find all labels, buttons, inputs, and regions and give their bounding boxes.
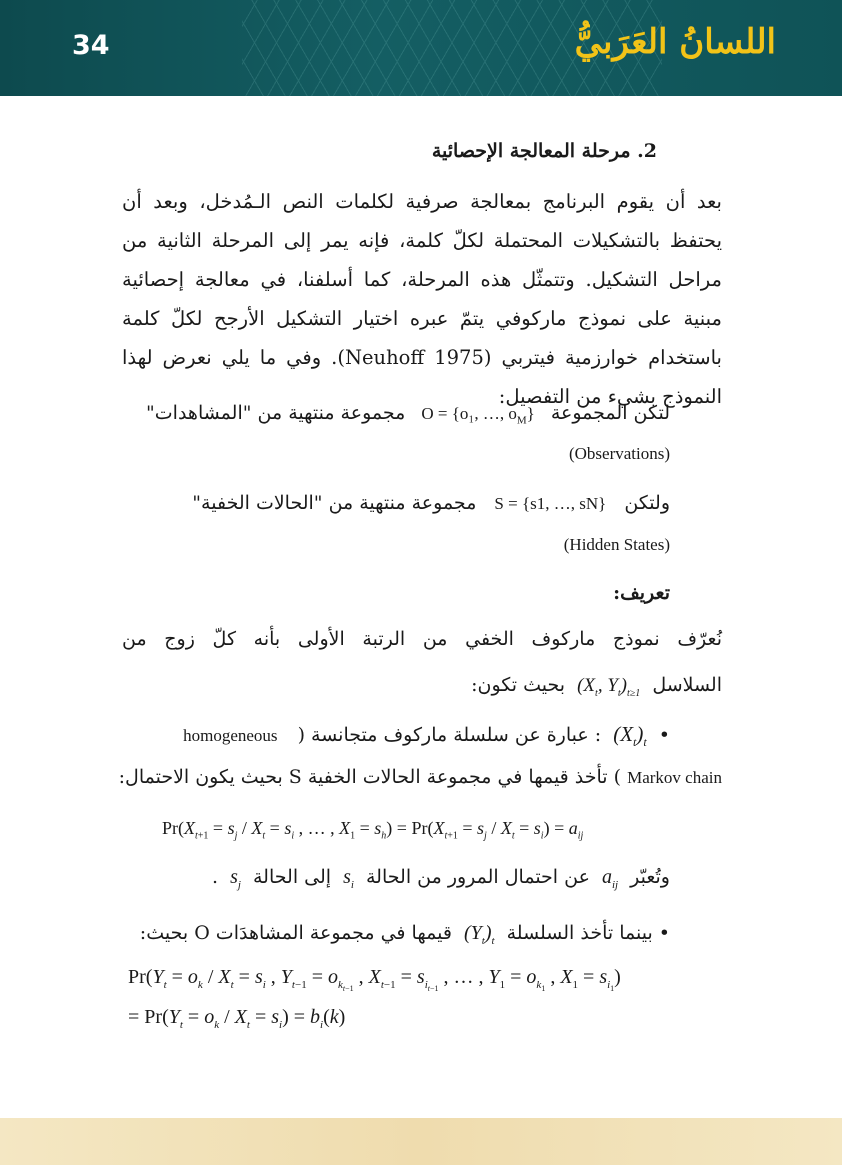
s-i: $s_i$ [343, 866, 354, 891]
states-line [192, 492, 670, 514]
markov-chain-term: Markov chain [627, 768, 722, 787]
transition-line: وتُعبّر $a_{ij}$ عن احتمال المرور من الحالة $s_i$ إلى الحالة $s_j$ . [212, 866, 670, 891]
a-ij: $a_{ij}$ [601, 866, 619, 891]
definition-line-2: السلاسل ($X_t$, $Y_t)_{t\ge 1}$ بحيث تكون: [471, 674, 722, 699]
observations-prefix: لتكن المجموعة [550, 402, 670, 424]
formula-emission-line-1: $Pr(Y_t = o_k / X_t = s_i$ , $Y_{t-1} = o_{k_{t-1}}$ , $X_{t-1} = s_{i_{t-1}}$ , … , $Y_1 = o_{k_1}$ , $X_1 = s_{i_1}$) [128, 966, 621, 994]
page-header [0, 0, 842, 96]
homogeneous-term: homogeneous [183, 726, 278, 745]
intro-paragraph: بعد أن يقوم البرنامج بمعالجة صرفية لكلمات النص الـمُدخل، وبعد أن يحتفظ بالتشكيلات المحتملة لكلّ كلمة، فإنه يمر إلى المرحلة الثانية من مراحل التشكيل. وتتمثّل هذه المرحلة، كما أسلفنا، في معالجة إحصائية مبنية على نموذج ماركوفي يتمّ عبره اختيار التشكيل الأرجح لكلّ كلمة باستخدام خوارزمية فيتربي (Neuhoff 1975). وفي ما يلي نعرض لهذا النموذج بشيء من التفصيل: [122, 190, 722, 408]
bullet-1-line-1: • $(X_t)_t$ : عبارة عن سلسلة ماركوف متجانسة ( homogeneous [183, 722, 670, 750]
states-suffix: مجموعة منتهية من "الحالات الخفية" [192, 492, 477, 514]
bullet-dot: • [658, 724, 670, 746]
section-heading: 2. مرحلة المعالجة الإحصائية [431, 140, 657, 162]
formula-emission-line-2: = $Pr(Y_t = o_k / X_t = s_i) = b_i(k)$ [128, 1006, 346, 1031]
page-number: 34 [72, 30, 110, 61]
states-english: (Hidden States) [563, 535, 670, 554]
states-set: S = {s1, …, sN} [494, 494, 607, 513]
observations-suffix: مجموعة منتهية من "المشاهدات" [146, 402, 406, 424]
observations-english: (Observations) [568, 444, 670, 463]
definition-line-1: نُعرّف نموذج ماركوف الخفي من الرتبة الأولى بأنه كلّ زوج من [122, 628, 722, 650]
bullet-1-line-2: Markov chain ) تأخذ قيمها في مجموعة الحالات الخفية S بحيث يكون الاحتمال: [118, 766, 722, 788]
definition-pair: ($X_t$, $Y_t)_{t\ge 1}$ [577, 675, 641, 699]
journal-logo: اللسانُ العَرَبيُّ [574, 22, 776, 62]
bullet-2-line: • بينما تأخذ السلسلة $(Y_t)_t$ قيمها في مجموعة المشاهدَات O بحيث: [139, 922, 670, 947]
page-footer [0, 1118, 842, 1165]
formula-transition: $Pr(X_{t+1} = s_j / X_t = s_i$ , … , $X_1 = s_h) = Pr(X_{t+1} = s_j / X_t = s_i) = a_{ij}$ [162, 818, 584, 842]
observations-line [146, 402, 670, 426]
bullet-1-symbol: $(X_t)_t$ [613, 722, 647, 750]
observations-set: O = {o₁, …, $o_M$} [421, 404, 535, 427]
s-j: $s_j$ [230, 866, 241, 891]
bullet-2-symbol: $(Y_t)_t$ [463, 922, 495, 947]
definition-heading: تعريف: [613, 582, 670, 604]
states-prefix: ولتكن [624, 492, 670, 514]
